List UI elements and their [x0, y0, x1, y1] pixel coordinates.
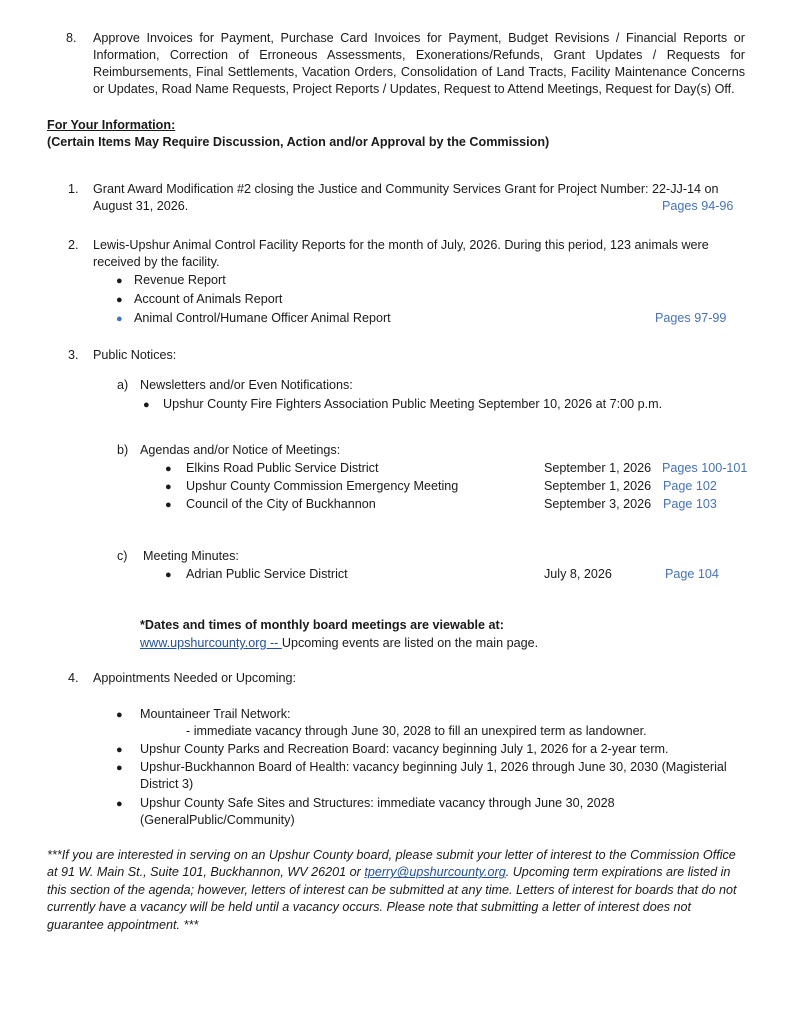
item-1-number: 1. [68, 182, 79, 196]
item-3b-row-pages-link[interactable]: Page 102 [663, 479, 717, 493]
item-3c-row-date: July 8, 2026 [544, 567, 612, 581]
item-3b-row-date: September 1, 2026 [544, 479, 652, 493]
item-1-line1: Grant Award Modification #2 closing the Justice and Community Services Grant for Project Number: 22-JJ-14 on [93, 182, 719, 196]
item-1-line2: August 31, 2026. [93, 199, 189, 213]
bullet-icon: ● [165, 463, 172, 475]
fyi-heading: For Your Information: [47, 118, 176, 132]
bullet-icon: ● [116, 798, 123, 810]
item-2-bullet-officer: Animal Control/Humane Officer Animal Report [134, 311, 391, 325]
item-3c-label: Meeting Minutes: [143, 549, 239, 563]
item-3b-row-pages-link[interactable]: Pages 100-101 [662, 461, 748, 475]
item-4-safesites-line2: (GeneralPublic/Community) [140, 813, 295, 827]
item-2-line2: received by the facility. [93, 255, 220, 269]
item-3a-letter: a) [117, 378, 129, 392]
email-link[interactable]: tperry@upshurcounty.org [364, 865, 506, 880]
bullet-icon: ● [116, 275, 123, 287]
item-2-number: 2. [68, 238, 79, 252]
meetings-note-rest: Upcoming events are listed on the main page. [281, 636, 539, 650]
website-link[interactable]: www.upshurcounty.org -- [140, 636, 282, 650]
fyi-subheading: (Certain Items May Require Discussion, Action and/or Approval by the Commission) [47, 135, 550, 149]
item-2-pages-link[interactable]: Pages 97-99 [655, 311, 727, 325]
item-3a-label: Newsletters and/or Even Notifications: [140, 378, 353, 392]
item-3-label: Public Notices: [93, 348, 177, 362]
item-3b-letter: b) [117, 443, 129, 457]
bullet-icon: ● [116, 709, 123, 721]
item-2-bullet-revenue: Revenue Report [134, 273, 226, 287]
footer-text-2: . Upcoming term expirations are listed in this section of the agenda; however, letters of interest can be submitted at any time. Letters of interest for boards that do not currently have a vacancy will be held until a vacancy occurs. Please note that submitting a letter of interest does not guarantee appointment. *** [47, 865, 737, 932]
item-4-health-line1: Upshur-Buckhannon Board of Health: vacancy beginning July 1, 2026 through June 30, 2030 (Magisterial [140, 760, 727, 774]
item-4-mountaineer: Mountaineer Trail Network: [140, 707, 291, 721]
item-3b-row-name: Upshur County Commission Emergency Meeting [186, 479, 459, 493]
item-8-number: 8. [66, 31, 77, 45]
meetings-note-line [140, 635, 538, 652]
footer-text-1: ***If you are interested in serving on an Upshur County board, please submit your letter of interest to the Commission Office at 91 W. Main St., Suite 101, Buckhannon, WV 26201 or [47, 848, 736, 880]
meetings-note-bold: *Dates and times of monthly board meetings are viewable at: [140, 618, 504, 632]
bullet-icon: ● [116, 313, 123, 325]
item-4-health-line2: District 3) [140, 777, 194, 791]
item-3c-row-name: Adrian Public Service District [186, 567, 348, 581]
item-4-safesites-line1: Upshur County Safe Sites and Structures: immediate vacancy through June 30, 2028 [140, 796, 615, 810]
item-2-bullet-account: Account of Animals Report [134, 292, 283, 306]
item-3b-row-date: September 3, 2026 [544, 497, 652, 511]
bullet-icon: ● [116, 294, 123, 306]
item-1-pages-link[interactable]: Pages 94-96 [662, 199, 734, 213]
item-3b-row-date: September 1, 2026 [544, 461, 652, 475]
bullet-icon: ● [116, 744, 123, 756]
item-3-number: 3. [68, 348, 79, 362]
bullet-icon: ● [116, 762, 123, 774]
item-3b-row-name: Elkins Road Public Service District [186, 461, 379, 475]
item-3b-row-name: Council of the City of Buckhannon [186, 497, 376, 511]
item-8-text: Approve Invoices for Payment, Purchase Card Invoices for Payment, Budget Revisions / Financial Reports or Information, Correction of Erroneous Assessments, Exonerations/Refunds, Grant Updates / Requests for Reimbursements, Final Settlements, Vacation Orders, Consolidation of Land Tracts, Facility Maintenance Concerns or Updates, Road Name Requests, Project Reports / Updates, Request to Attend Meetings, Request for Day(s) Off. [93, 31, 745, 96]
bullet-icon: ● [165, 569, 172, 581]
item-3b-row-pages-link[interactable]: Page 103 [663, 497, 717, 511]
item-3c-row-pages-link[interactable]: Page 104 [665, 567, 719, 581]
bullet-icon: ● [165, 481, 172, 493]
item-4-mountaineer-detail: - immediate vacancy through June 30, 2028 to fill an unexpired term as landowner. [186, 724, 647, 738]
item-4-parks: Upshur County Parks and Recreation Board: vacancy beginning July 1, 2026 for a 2-year term. [140, 742, 669, 756]
item-3c-letter: c) [117, 549, 128, 563]
item-4-label: Appointments Needed or Upcoming: [93, 671, 297, 685]
bullet-icon: ● [165, 499, 172, 511]
bullet-icon: ● [143, 399, 150, 411]
item-2-line1: Lewis-Upshur Animal Control Facility Reports for the month of July, 2026. During this period, 123 animals were [93, 238, 709, 252]
item-3b-label: Agendas and/or Notice of Meetings: [140, 443, 341, 457]
item-3a-bullet-text: Upshur County Fire Fighters Association Public Meeting September 10, 2026 at 7:00 p.m. [163, 397, 663, 411]
item-4-number: 4. [68, 671, 79, 685]
appointments-footer-note [47, 847, 747, 934]
